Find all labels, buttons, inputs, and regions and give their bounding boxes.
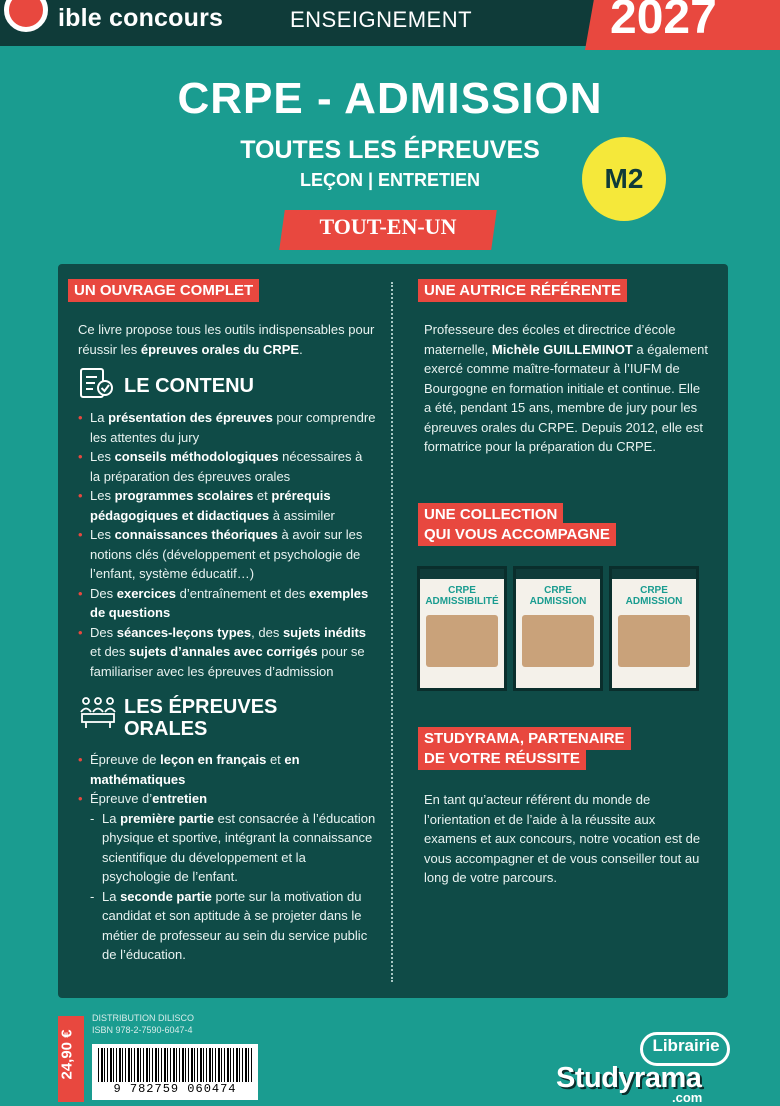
item-emphasis: exercices bbox=[116, 585, 177, 601]
book-photo bbox=[426, 615, 498, 667]
list-item bbox=[76, 447, 376, 486]
item-text: Des bbox=[90, 585, 117, 601]
book-title: CRPE ADMISSION bbox=[529, 585, 587, 607]
level-badge: M2 bbox=[582, 137, 666, 221]
autrice-tag-wrap bbox=[418, 282, 627, 300]
distributor: DISTRIBUTION DILISCO bbox=[92, 1013, 195, 1023]
list-item bbox=[76, 750, 376, 789]
item-text: d’entraînement et des bbox=[176, 585, 309, 601]
collection-name: ENSEIGNEMENT bbox=[290, 7, 473, 32]
epreuves-heading: LES ÉPREUVES ORALES bbox=[124, 696, 278, 740]
bio-part: Professeure des écoles et directrice d’école maternelle, bbox=[424, 322, 676, 357]
document-check-icon bbox=[78, 366, 116, 405]
item-emphasis: exemples de questions bbox=[90, 585, 369, 620]
book-cover bbox=[513, 566, 603, 691]
item-text: pour se familiariser avec les épreuves d’admission bbox=[90, 644, 365, 679]
item-text: et bbox=[253, 488, 272, 503]
studyrama-logo: Studyrama bbox=[556, 1062, 702, 1094]
item-emphasis: programmes scolaires bbox=[114, 488, 254, 503]
list-item bbox=[76, 486, 376, 525]
list-item bbox=[76, 789, 376, 809]
barcode-number: 9 782759 060474 bbox=[113, 1082, 237, 1096]
intro-end: . bbox=[299, 341, 303, 357]
book-header bbox=[516, 569, 600, 579]
book-collection bbox=[417, 566, 699, 691]
price: 24,90 € bbox=[58, 1029, 76, 1080]
item-emphasis: conseils méthodologiques bbox=[114, 449, 279, 464]
autrice-bio bbox=[424, 320, 710, 457]
item-emphasis: seconde partie bbox=[120, 888, 212, 904]
section-tag-collection-l1: UNE COLLECTION bbox=[418, 503, 563, 526]
list-item bbox=[76, 525, 376, 584]
item-text: pour comprendre les attentes du jury bbox=[90, 410, 376, 445]
item-emphasis: sujets inédits bbox=[282, 624, 367, 640]
book-header bbox=[420, 569, 504, 579]
section-tag-autrice: UNE AUTRICE RÉFÉRENTE bbox=[418, 279, 627, 302]
item-text: est consacrée à l’éducation physique et sportive, intégrant la connaissance scientifique du développement et la psychologie de l’enfant. bbox=[102, 810, 376, 884]
item-text: et bbox=[266, 752, 285, 767]
item-text: Les bbox=[90, 488, 115, 503]
intro-emphasis: épreuves orales du CRPE bbox=[140, 341, 300, 357]
book-photo bbox=[618, 615, 690, 667]
item-text: La bbox=[102, 810, 121, 826]
book-title: CRPE ADMISSIBILITÉ bbox=[425, 585, 499, 607]
bio-part: a également exercé comme maître-formateur à l’IUFM de Bourgogne en formation initiale et continue. Elle a été, pendant 15 ans, membre de jury pour les épreuves orales du CRPE. Depuis 2012, elle est formatrice pour la préparation du CRPE. bbox=[424, 341, 708, 454]
item-text: à avoir sur les notions clés (développement et psychologie de l’enfant, système éducatif…) bbox=[90, 527, 363, 581]
barcode-bars bbox=[98, 1048, 252, 1082]
item-text: et des bbox=[90, 644, 130, 659]
book-subtitle: TOUTES LES ÉPREUVES bbox=[240, 136, 540, 164]
epreuves-list bbox=[76, 750, 376, 965]
book-header bbox=[612, 569, 696, 579]
autrice-name: Michèle GUILLEMINOT bbox=[491, 341, 633, 357]
studyrama-domain: .com bbox=[672, 1090, 703, 1105]
item-text: Des bbox=[90, 624, 117, 640]
distribution-info bbox=[92, 1012, 194, 1036]
item-text: Épreuve d’ bbox=[90, 791, 153, 806]
section-tag-collection-l2: QUI VOUS ACCOMPAGNE bbox=[418, 523, 616, 546]
item-text: Les bbox=[90, 449, 115, 464]
item-emphasis: séances-leçons types bbox=[116, 624, 252, 640]
librairie-label: Librairie bbox=[652, 1036, 720, 1055]
section-tag-studyrama-l1: STUDYRAMA, PARTENAIRE bbox=[418, 727, 631, 750]
item-text: Les bbox=[90, 527, 115, 542]
list-item bbox=[76, 623, 376, 682]
tagline-text: TOUT-EN-UN bbox=[319, 214, 457, 239]
brand-name: ible concours bbox=[58, 4, 224, 32]
book-cover bbox=[417, 566, 507, 691]
left-column bbox=[68, 282, 259, 300]
isbn: ISBN 978-2-7590-6047-4 bbox=[92, 1025, 193, 1035]
studyrama-tag-wrap bbox=[418, 730, 631, 768]
group-people-icon bbox=[78, 696, 118, 735]
list-subitem bbox=[76, 887, 376, 965]
intro-text bbox=[78, 320, 378, 359]
list-item bbox=[76, 408, 376, 447]
item-text: nécessaires à la préparation des épreuves orales bbox=[90, 449, 363, 484]
partner-text: En tant qu’acteur référent du monde de l’orientation et de l’aide à la réussite aux examens et aux concours, notre vocation est de vous accompagner et de vous conseiller tout au long de votre parcours. bbox=[424, 792, 701, 885]
contenu-heading: LE CONTENU bbox=[124, 375, 254, 397]
section-tag-ouvrage: UN OUVRAGE COMPLET bbox=[68, 279, 259, 302]
list-subitem bbox=[76, 809, 376, 887]
book-title: CRPE ADMISSION bbox=[625, 585, 683, 607]
section-tag-studyrama-l2: DE VOTRE RÉUSSITE bbox=[418, 747, 586, 770]
item-emphasis: entretien bbox=[152, 791, 208, 806]
book-title: CRPE - ADMISSION bbox=[177, 74, 603, 123]
item-emphasis: première partie bbox=[120, 810, 215, 826]
item-text: à assimiler bbox=[269, 507, 335, 523]
item-emphasis: connaissances théoriques bbox=[114, 527, 278, 542]
contenu-list bbox=[76, 408, 376, 681]
item-emphasis: leçon en français bbox=[160, 752, 267, 767]
item-text: Épreuve de bbox=[90, 752, 161, 767]
item-emphasis: prérequis pédagogiques et didactiques bbox=[90, 488, 331, 523]
item-emphasis: en mathématiques bbox=[90, 752, 300, 787]
item-text: porte sur la motivation du candidat et son aptitude à se projeter dans le métier de professeur au sein du service public de l’éducation. bbox=[102, 888, 368, 962]
collection-tag-wrap bbox=[418, 506, 616, 544]
item-text: La bbox=[102, 888, 121, 904]
item-text: La bbox=[90, 410, 109, 425]
book-cover bbox=[609, 566, 699, 691]
intro-part: Ce livre propose tous les outils indispensables pour réussir les bbox=[78, 322, 375, 357]
item-text: , des bbox=[251, 624, 283, 640]
item-emphasis: sujets d’annales avec corrigés bbox=[129, 644, 318, 659]
column-divider bbox=[391, 282, 393, 982]
book-subtitle-detail: LEÇON | ENTRETIEN bbox=[299, 170, 481, 190]
item-emphasis: présentation des épreuves bbox=[108, 410, 273, 425]
edition-year: 2027 bbox=[610, 0, 717, 44]
book-photo bbox=[522, 615, 594, 667]
list-item bbox=[76, 584, 376, 623]
